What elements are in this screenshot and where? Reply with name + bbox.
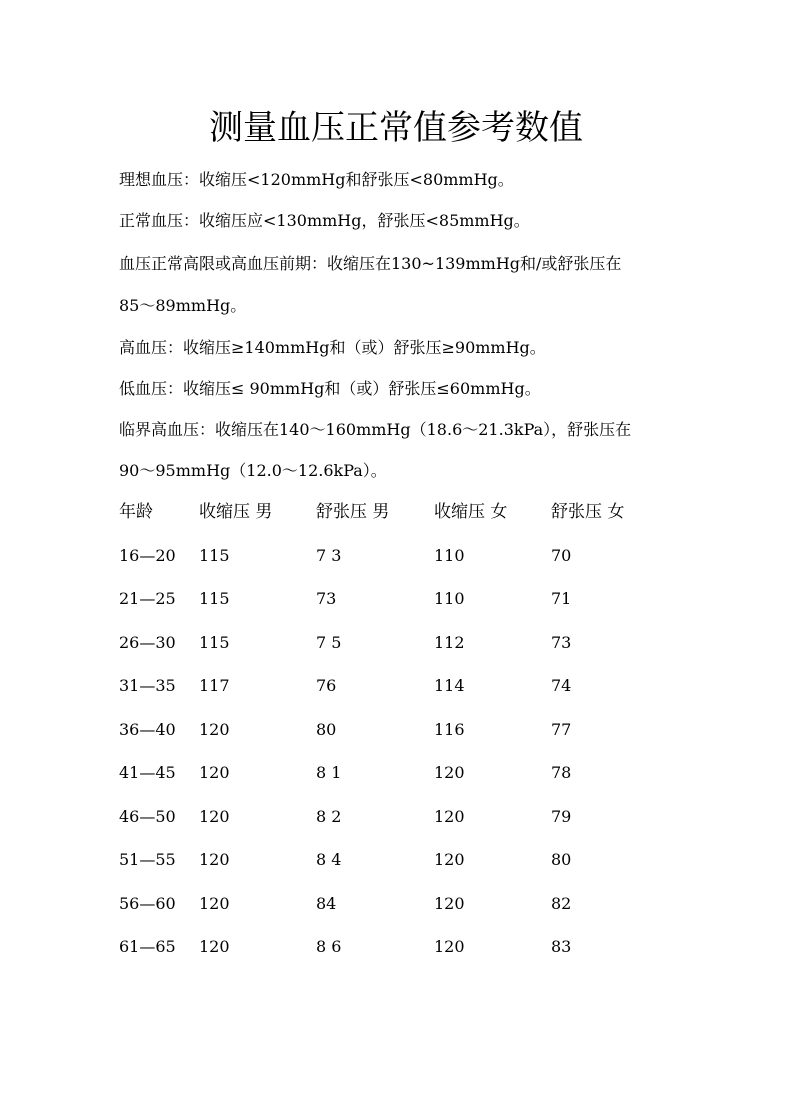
cell-age: 21—25 xyxy=(119,589,176,608)
cell-systolic-male: 115 xyxy=(199,589,230,608)
cell-systolic-male: 120 xyxy=(199,763,230,782)
table-row xyxy=(119,894,679,938)
cell-diastolic-female: 74 xyxy=(551,676,572,695)
table-row xyxy=(119,937,679,981)
paragraph-hypotension: 低血压：收缩压≤ 90mmHg和（或）舒张压≤60mmHg。 xyxy=(119,379,541,398)
cell-systolic-male: 120 xyxy=(199,850,230,869)
cell-age: 16—20 xyxy=(119,545,176,565)
cell-diastolic-female: 80 xyxy=(551,850,572,869)
table-row xyxy=(119,763,679,807)
cell-diastolic-female: 79 xyxy=(551,806,572,826)
cell-age: 51—55 xyxy=(119,850,176,869)
page-title: 测量血压正常值参考数值 xyxy=(209,108,583,148)
cell-systolic-female: 114 xyxy=(434,676,465,695)
table-row xyxy=(119,546,679,590)
table-row xyxy=(119,807,679,851)
cell-diastolic-male: 7 5 xyxy=(316,632,342,652)
cell-systolic-male: 115 xyxy=(199,632,230,652)
table-row xyxy=(119,589,679,633)
cell-systolic-female: 116 xyxy=(434,719,465,739)
cell-systolic-male: 117 xyxy=(199,676,230,695)
cell-diastolic-female: 78 xyxy=(551,763,572,782)
cell-diastolic-male: 8 6 xyxy=(316,937,342,956)
cell-diastolic-female: 82 xyxy=(551,893,572,913)
cell-systolic-female: 120 xyxy=(434,893,465,913)
cell-diastolic-male: 8 4 xyxy=(316,850,342,869)
header-systolic-female: 收缩压 女 xyxy=(434,502,508,522)
paragraph-hypertension: 高血压：收缩压≥140mmHg和（或）舒张压≥90mmHg。 xyxy=(119,338,546,357)
paragraph-borderline-cont: 90～95mmHg（12.0～12.6kPa）。 xyxy=(119,461,387,480)
bp-reference-table xyxy=(119,502,679,981)
cell-diastolic-male: 76 xyxy=(316,676,337,695)
cell-age: 61—65 xyxy=(119,937,176,956)
paragraph-borderline: 临界高血压：收缩压在140～160mmHg（18.6～21.3kPa），舒张压在 xyxy=(119,420,632,439)
cell-diastolic-male: 8 1 xyxy=(316,763,342,782)
cell-systolic-male: 120 xyxy=(199,806,230,826)
table-row xyxy=(119,633,679,677)
cell-diastolic-female: 77 xyxy=(551,719,572,739)
table-header-row xyxy=(119,502,679,546)
cell-diastolic-male: 80 xyxy=(316,719,337,739)
cell-age: 31—35 xyxy=(119,676,176,695)
cell-systolic-female: 112 xyxy=(434,632,465,652)
cell-systolic-male: 120 xyxy=(199,893,230,913)
header-age: 年龄 xyxy=(119,502,153,522)
cell-age: 46—50 xyxy=(119,806,176,826)
table-row xyxy=(119,720,679,764)
cell-systolic-female: 120 xyxy=(434,763,465,782)
cell-systolic-female: 120 xyxy=(434,806,465,826)
paragraph-high-normal-bp: 血压正常高限或高血压前期：收缩压在130~139mmHg和/或舒张压在 xyxy=(119,254,622,273)
cell-diastolic-male: 84 xyxy=(316,893,337,913)
cell-systolic-male: 120 xyxy=(199,937,230,956)
paragraph-ideal-bp: 理想血压：收缩压<120mmHg和舒张压<80mmHg。 xyxy=(119,170,514,189)
paragraph-normal-bp: 正常血压：收缩压应<130mmHg，舒张压<85mmHg。 xyxy=(119,211,530,230)
header-diastolic-female: 舒张压 女 xyxy=(551,502,625,522)
cell-diastolic-male: 7 3 xyxy=(316,545,342,565)
cell-systolic-male: 120 xyxy=(199,719,230,739)
cell-age: 41—45 xyxy=(119,763,176,782)
cell-systolic-female: 110 xyxy=(434,589,465,608)
header-diastolic-male: 舒张压 男 xyxy=(316,502,390,522)
cell-age: 36—40 xyxy=(119,719,176,739)
cell-age: 56—60 xyxy=(119,893,176,913)
cell-systolic-female: 120 xyxy=(434,850,465,869)
paragraph-high-normal-bp-cont: 85～89mmHg。 xyxy=(119,296,247,315)
cell-diastolic-female: 70 xyxy=(551,545,572,565)
cell-diastolic-male: 8 2 xyxy=(316,806,342,826)
cell-systolic-female: 120 xyxy=(434,937,465,956)
header-systolic-male: 收缩压 男 xyxy=(199,502,273,522)
cell-diastolic-male: 73 xyxy=(316,589,337,608)
cell-age: 26—30 xyxy=(119,632,176,652)
table-row xyxy=(119,676,679,720)
cell-diastolic-female: 73 xyxy=(551,632,572,652)
cell-systolic-female: 110 xyxy=(434,545,465,565)
cell-systolic-male: 115 xyxy=(199,545,230,565)
cell-diastolic-female: 83 xyxy=(551,937,572,956)
table-row xyxy=(119,850,679,894)
cell-diastolic-female: 71 xyxy=(551,589,572,608)
